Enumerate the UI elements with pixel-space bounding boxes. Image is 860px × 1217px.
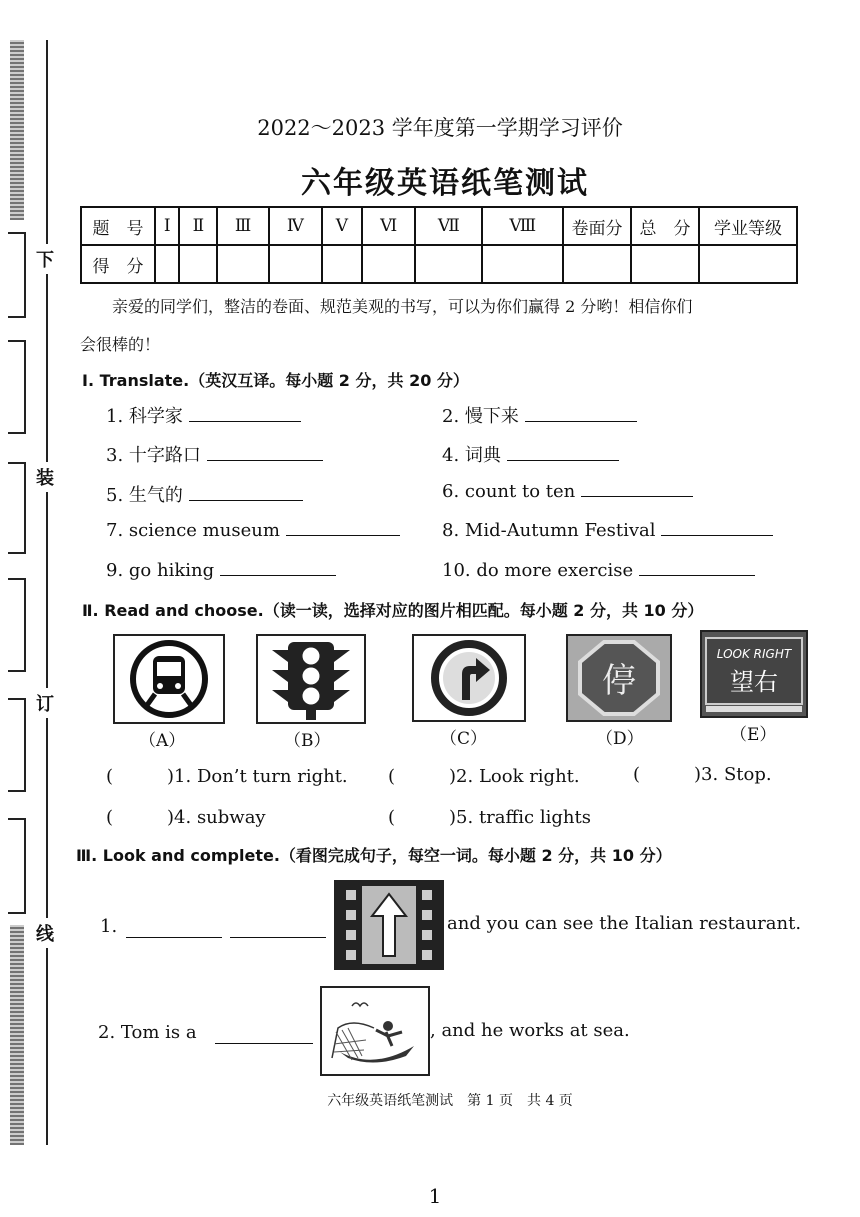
translate-item-10 [442,560,755,581]
look-right-sign-icon [702,632,806,716]
score-header-cell: 题 号 [81,207,155,245]
complete-question-1-number: 1. [100,916,118,937]
score-input-cell[interactable] [631,245,699,283]
binding-char-xia: 下 [36,244,54,274]
choose-question-1 [106,762,348,788]
traffic-lights-icon [258,636,364,722]
question-text: 3. Stop. [701,764,772,785]
translate-item-3 [106,441,323,467]
choose-question-2 [388,762,580,788]
look-right-en-text: LOOK RIGHT [716,647,792,661]
answer-blank[interactable] [126,936,222,938]
score-table-header-row [81,207,797,245]
score-header-cell: Ⅱ [179,207,217,245]
picture-label: （E） [730,725,777,745]
stop-sign-icon [568,636,670,720]
translate-item-text: 1. 科学家 [106,406,183,427]
translate-item-text: 8. Mid-Autumn Festival [442,520,656,541]
score-header-cell: Ⅳ [269,207,322,245]
answer-blank[interactable] [661,534,773,536]
picture-e [700,630,808,718]
translate-item-text: 10. do more exercise [442,560,634,581]
translate-item-7 [106,520,400,541]
translate-item-8 [442,520,773,541]
answer-blank[interactable] [189,499,303,501]
translate-item-text: 9. go hiking [106,560,215,581]
picture-label: （A） [139,731,186,751]
page-number: 1 [428,1184,442,1208]
score-input-cell[interactable] [415,245,482,283]
binding-bracket [8,578,26,672]
score-header-cell: 总 分 [631,207,699,245]
score-row-label: 得 分 [81,245,155,283]
binding-bracket [8,340,26,434]
translate-item-text: 2. 慢下来 [442,406,519,427]
score-header-cell: Ⅷ [482,207,563,245]
picture-b [256,634,366,724]
look-right-zh-text: 望右 [730,668,778,696]
stop-sign-text: 停 [602,661,636,701]
score-header-cell: Ⅶ [415,207,482,245]
complete-question-2-start: 2. Tom is a [98,1022,197,1043]
score-input-cell[interactable] [482,245,563,283]
subway-sign-icon [115,636,223,722]
question-text: 5. traffic lights [456,807,591,828]
choose-question-3 [633,760,772,786]
score-input-cell[interactable] [217,245,269,283]
picture-label: （C） [440,729,488,749]
question-text: 2. Look right. [456,766,580,787]
answer-blank[interactable] [189,420,301,422]
score-header-cell: Ⅲ [217,207,269,245]
choose-question-5 [388,803,591,829]
scan-noise-bottom [10,925,24,1145]
score-input-cell[interactable] [563,245,631,283]
answer-blank[interactable] [507,459,619,461]
translate-item-text: 4. 词典 [442,445,501,466]
picture-c [412,634,526,722]
binding-line [46,40,48,1145]
score-table-score-row [81,245,797,283]
binding-bracket [8,818,26,914]
score-input-cell[interactable] [362,245,415,283]
binding-bracket [8,232,26,318]
page-footer: 六年级英语纸笔测试 第 1 页 共 4 页 [327,1093,573,1109]
answer-blank[interactable] [220,574,336,576]
complete-question-1-text: and you can see the Italian restaurant. [447,913,802,934]
score-input-cell[interactable] [699,245,797,283]
binding-char-xian: 线 [36,918,54,948]
answer-blank[interactable] [525,420,637,422]
binding-bracket [8,698,26,792]
answer-paren[interactable]: ( ) [388,766,457,787]
score-header-cell: 卷面分 [563,207,631,245]
score-header-cell: Ⅵ [362,207,415,245]
score-header-cell: Ⅴ [322,207,362,245]
intro-text [80,288,810,364]
binding-char-zhuang: 装 [36,462,54,492]
turn-right-sign-icon [414,636,524,720]
translate-item-text: 5. 生气的 [106,485,183,506]
score-table [80,206,798,284]
translate-item-5 [106,481,303,507]
term-title: 2022～2023 学年度第一学期学习评价 [257,116,623,140]
answer-blank[interactable] [581,495,693,497]
score-input-cell[interactable] [179,245,217,283]
picture-label: （D） [596,729,644,749]
binding-bracket [8,462,26,554]
go-straight-arrow-icon [336,882,442,968]
question-text: 1. Don’t turn right. [174,766,348,787]
intro-line-2: 会很棒的！ [80,335,161,354]
answer-blank[interactable] [230,936,326,938]
translate-item-text: 3. 十字路口 [106,445,201,466]
score-input-cell[interactable] [322,245,362,283]
score-header-cell: 学业等级 [699,207,797,245]
picture-a [113,634,225,724]
answer-blank[interactable] [207,459,323,461]
answer-paren[interactable]: ( ) [388,807,457,828]
translate-item-text: 7. science museum [106,520,280,541]
translate-item-4 [442,441,619,467]
answer-blank[interactable] [215,1042,313,1044]
section-3-heading: Ⅲ. Look and complete.（看图完成句子，每空一词。每小题 2 分，共 10 分） [76,846,672,865]
score-input-cell[interactable] [269,245,322,283]
translate-item-2 [442,402,637,428]
translate-item-1 [106,402,301,428]
answer-paren[interactable]: ( ) [106,807,175,828]
complete-question-2-end: , and he works at sea. [430,1020,630,1041]
score-header-cell: Ⅰ [155,207,179,245]
translate-item-9 [106,560,336,581]
exam-title: 六年级英语纸笔测试 [301,166,589,201]
picture-d [566,634,672,722]
intro-line-1: 亲爱的同学们，整洁的卷面、规范美观的书写，可以为你们赢得 2 分哟！相信你们 [112,297,693,316]
section-1-heading: Ⅰ. Translate.（英汉互译。每小题 2 分，共 20 分） [82,371,469,390]
answer-paren[interactable]: ( ) [633,764,702,785]
answer-blank[interactable] [286,534,400,536]
fisherman-icon [322,988,428,1074]
answer-blank[interactable] [639,574,755,576]
fisherman-picture [320,986,430,1076]
go-straight-picture [334,880,444,970]
translate-item-text: 6. count to ten [442,481,576,502]
translate-item-6 [442,481,693,502]
section-2-heading: Ⅱ. Read and choose.（读一读，选择对应的图片相匹配。每小题 2 分，共 10 分） [82,601,704,620]
picture-label: （B） [284,731,331,751]
binding-char-ding: 订 [36,688,54,718]
answer-paren[interactable]: ( ) [106,766,175,787]
score-input-cell[interactable] [155,245,179,283]
question-text: 4. subway [174,807,266,828]
choose-question-4 [106,803,266,829]
